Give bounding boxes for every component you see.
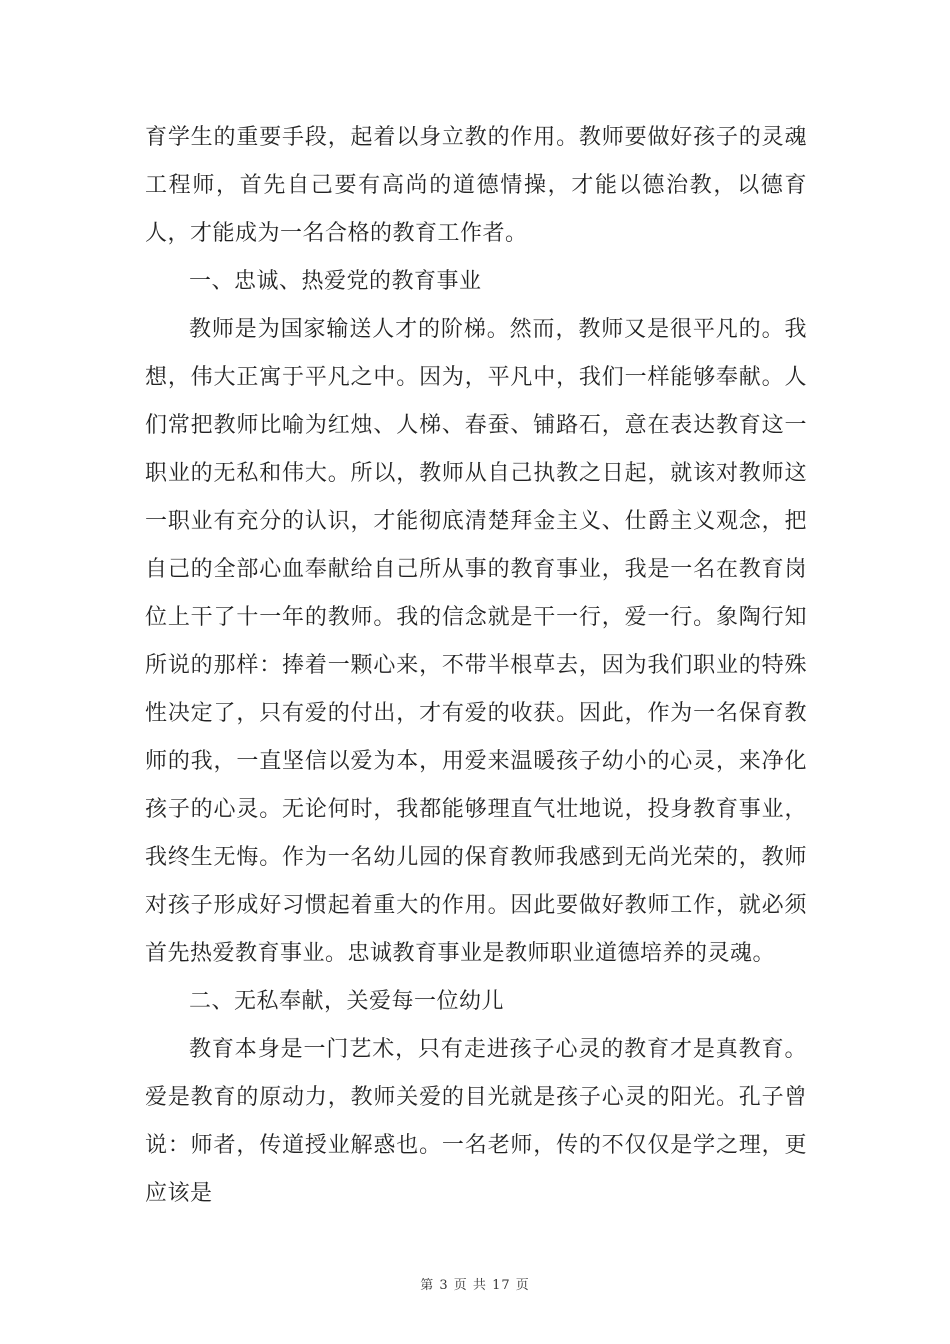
paragraph-continued: 育学生的重要手段，起着以身立教的作用。教师要做好孩子的灵魂工程师，首先自己要有高尚的道德情操，才能以德治教，以德育人，才能成为一名合格的教育工作者。 (145, 125, 807, 246)
paragraph: 教师是为国家输送人才的阶梯。然而，教师又是很平凡的。我想，伟大正寓于平凡之中。因为，平凡中，我们一样能够奉献。人们常把教师比喻为红烛、人梯、春蚕、铺路石，意在表达教育这一职业的无私和伟大。所以，教师从自己执教之日起，就该对教师这一职业有充分的认识，才能彻底清楚拜金主义、仕爵主义观念，把自己的全部心血奉献给自己所从事的教育事业，我是一名在教育岗位上干了十一年的教师。我的信念就是干一行，爱一行。象陶行知所说的那样：捧着一颗心来，不带半根草去，因为我们职业的特殊性决定了，只有爱的付出，才有爱的收获。因此，作为一名保育教师的我，一直坚信以爱为本，用爱来温暖孩子幼小的心灵，来净化孩子的心灵。无论何时，我都能够理直气壮地说，投身教育事业，我终生无悔。作为一名幼儿园的保育教师我感到无尚光荣的，教师对孩子形成好习惯起着重大的作用。因此要做好教师工作，就必须首先热爱教育事业。忠诚教育事业是教师职业道德培养的灵魂。 (145, 317, 807, 966)
footer-suffix: 页 (515, 1278, 530, 1293)
footer-prefix: 第 (420, 1278, 435, 1293)
document-body (145, 114, 807, 1218)
footer-page-number: 3 (439, 1278, 449, 1293)
page-footer (0, 1274, 950, 1293)
footer-total-pages: 17 (492, 1278, 511, 1293)
section-heading-1: 一、忠诚、热爱党的教育事业 (189, 269, 482, 294)
paragraph: 教育本身是一门艺术，只有走进孩子心灵的教育才是真教育。爱是教育的原动力，教师关爱的目光就是孩子心灵的阳光。孔子曾说：师者，传道授业解惑也。一名老师，传的不仅仅是学之理，更应该是 (145, 1037, 807, 1206)
section-heading-2: 二、无私奉献，关爱每一位幼儿 (189, 989, 505, 1014)
footer-middle: 页 共 (453, 1278, 487, 1293)
